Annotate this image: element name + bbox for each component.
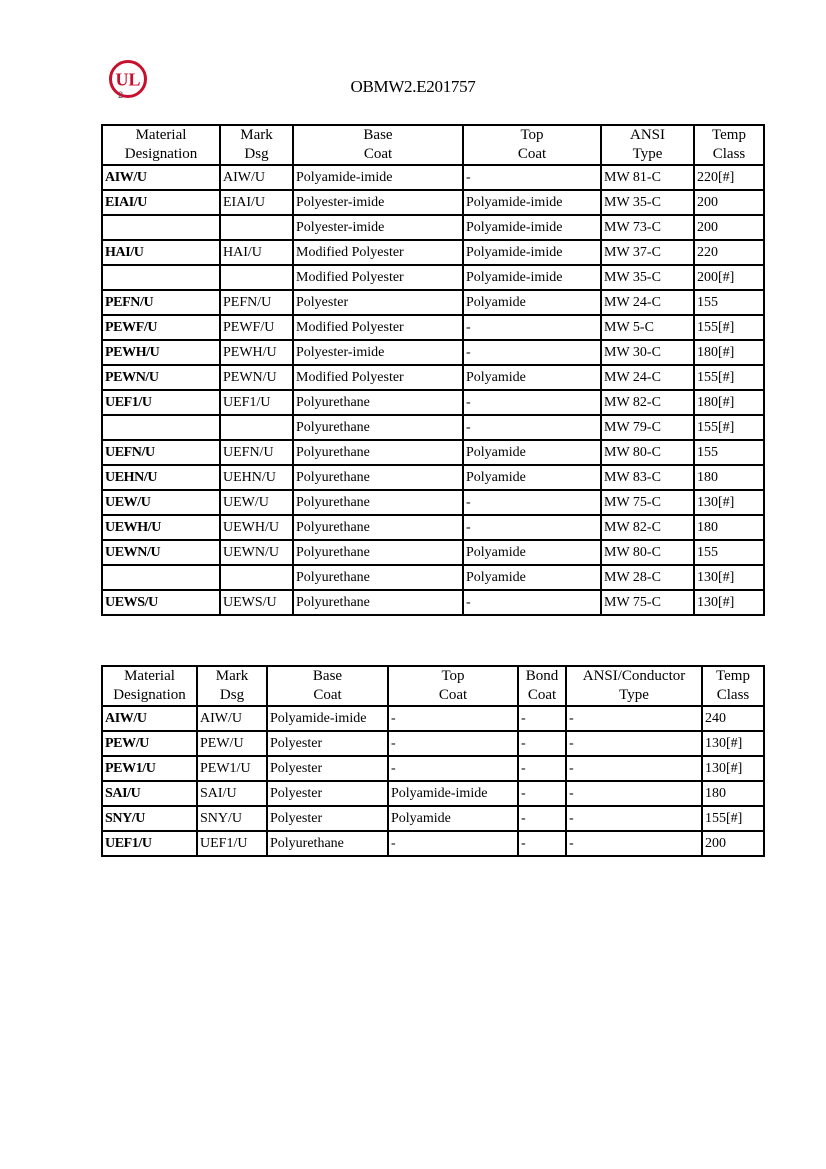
cell-top-coat: - (463, 590, 601, 615)
cell-material-designation: UEW/U (102, 490, 220, 515)
cell-temp-class: 130[#] (694, 490, 764, 515)
table-row (102, 440, 764, 465)
header-line: Coat (527, 687, 557, 703)
header-temp-class (702, 666, 764, 706)
cell-ansi-conductor-type: - (566, 806, 702, 831)
cell-top-coat: Polyamide (463, 440, 601, 465)
cell-ansi-type: MW 82-C (601, 390, 694, 415)
cell-base-coat: Modified Polyester (293, 240, 463, 265)
header-line: Mark (240, 127, 273, 143)
cell-mark-dsg (220, 265, 293, 290)
cell-temp-class: 220 (694, 240, 764, 265)
cell-base-coat: Polyurethane (267, 831, 388, 856)
header-material-designation (102, 666, 197, 706)
cell-base-coat: Polyurethane (293, 390, 463, 415)
cell-top-coat: Polyamide-imide (463, 265, 601, 290)
cell-ansi-conductor-type: - (566, 731, 702, 756)
cell-top-coat: - (463, 415, 601, 440)
cell-ansi-conductor-type: - (566, 706, 702, 731)
cell-base-coat: Polyester-imide (293, 190, 463, 215)
table-row (102, 165, 764, 190)
cell-top-coat: - (463, 390, 601, 415)
header-mark-dsg (197, 666, 267, 706)
cell-temp-class: 200 (694, 215, 764, 240)
table-row (102, 290, 764, 315)
table-row (102, 515, 764, 540)
header-top-coat (388, 666, 518, 706)
table-row (102, 731, 764, 756)
header-line: Coat (313, 687, 342, 703)
cell-material-designation: PEWH/U (102, 340, 220, 365)
cell-mark-dsg: UEF1/U (197, 831, 267, 856)
cell-temp-class: 240 (702, 706, 764, 731)
cell-base-coat: Modified Polyester (293, 315, 463, 340)
header-line: Base (312, 668, 343, 684)
cell-temp-class: 155 (694, 290, 764, 315)
cell-mark-dsg: SNY/U (197, 806, 267, 831)
cell-ansi-type: MW 30-C (601, 340, 694, 365)
cell-temp-class: 155 (694, 440, 764, 465)
cell-temp-class: 130[#] (702, 731, 764, 756)
table-header-row (102, 125, 764, 165)
cell-bond-coat: - (518, 731, 566, 756)
cell-top-coat: - (388, 731, 518, 756)
cell-material-designation: SAI/U (102, 781, 197, 806)
cell-ansi-type: MW 35-C (601, 190, 694, 215)
cell-base-coat: Polyurethane (293, 415, 463, 440)
cell-mark-dsg: UEF1/U (220, 390, 293, 415)
table-row (102, 215, 764, 240)
cell-top-coat: - (388, 756, 518, 781)
cell-top-coat: Polyamide (388, 806, 518, 831)
table-row (102, 315, 764, 340)
cell-temp-class: 155[#] (694, 365, 764, 390)
cell-temp-class: 155[#] (702, 806, 764, 831)
cell-mark-dsg (220, 565, 293, 590)
cell-top-coat: Polyamide-imide (463, 190, 601, 215)
cell-top-coat: - (463, 315, 601, 340)
cell-temp-class: 130[#] (694, 590, 764, 615)
table-row (102, 390, 764, 415)
cell-material-designation: UEHN/U (102, 465, 220, 490)
table-row (102, 190, 764, 215)
cell-temp-class: 155 (694, 540, 764, 565)
header-line: Top (441, 668, 465, 684)
cell-bond-coat: - (518, 756, 566, 781)
cell-temp-class: 180[#] (694, 390, 764, 415)
material-table-1 (101, 124, 765, 616)
table-row (102, 806, 764, 831)
table-row (102, 706, 764, 731)
cell-mark-dsg: AIW/U (197, 706, 267, 731)
cell-temp-class: 180 (694, 515, 764, 540)
cell-top-coat: Polyamide-imide (463, 215, 601, 240)
cell-material-designation: PEW1/U (102, 756, 197, 781)
cell-material-designation: HAI/U (102, 240, 220, 265)
header-line: Coat (517, 146, 547, 162)
cell-mark-dsg: UEHN/U (220, 465, 293, 490)
cell-material-designation: PEFN/U (102, 290, 220, 315)
table-row (102, 831, 764, 856)
header-line: Type (632, 146, 663, 162)
cell-ansi-type: MW 5-C (601, 315, 694, 340)
cell-base-coat: Polyamide-imide (293, 165, 463, 190)
header-line: Material (135, 127, 187, 143)
cell-top-coat: Polyamide (463, 540, 601, 565)
cell-base-coat: Polyurethane (293, 565, 463, 590)
header-line: Top (520, 127, 544, 143)
cell-base-coat: Polyester (267, 806, 388, 831)
cell-mark-dsg: PEFN/U (220, 290, 293, 315)
cell-ansi-conductor-type: - (566, 831, 702, 856)
cell-temp-class: 180[#] (694, 340, 764, 365)
cell-mark-dsg: UEW/U (220, 490, 293, 515)
material-table-2 (101, 665, 765, 857)
cell-ansi-type: MW 79-C (601, 415, 694, 440)
table-row (102, 365, 764, 390)
header-ansi-conductor-type (566, 666, 702, 706)
header-mark-dsg (220, 125, 293, 165)
table-row (102, 490, 764, 515)
cell-material-designation (102, 265, 220, 290)
cell-top-coat: - (463, 490, 601, 515)
cell-base-coat: Polyurethane (293, 465, 463, 490)
header-line: ANSI (629, 127, 665, 143)
header-line: Designation (113, 687, 186, 703)
table-row (102, 265, 764, 290)
cell-mark-dsg: PEW/U (197, 731, 267, 756)
logo-text: UL (115, 69, 141, 90)
cell-ansi-type: MW 37-C (601, 240, 694, 265)
table-row (102, 415, 764, 440)
cell-base-coat: Polyurethane (293, 590, 463, 615)
cell-material-designation: EIAI/U (102, 190, 220, 215)
table-header-row (102, 666, 764, 706)
cell-material-designation: UEWN/U (102, 540, 220, 565)
header-line: Class (716, 687, 750, 703)
cell-material-designation (102, 565, 220, 590)
header-line: Class (712, 146, 746, 162)
cell-top-coat: Polyamide (463, 290, 601, 315)
table-row (102, 781, 764, 806)
cell-ansi-conductor-type: - (566, 756, 702, 781)
table-row (102, 240, 764, 265)
cell-material-designation: SNY/U (102, 806, 197, 831)
cell-material-designation: PEWF/U (102, 315, 220, 340)
header-line: Coat (438, 687, 468, 703)
cell-bond-coat: - (518, 806, 566, 831)
cell-material-designation: UEFN/U (102, 440, 220, 465)
table-row (102, 756, 764, 781)
cell-material-designation: UEF1/U (102, 831, 197, 856)
cell-top-coat: - (463, 165, 601, 190)
cell-top-coat: Polyamide-imide (388, 781, 518, 806)
cell-mark-dsg: PEWN/U (220, 365, 293, 390)
cell-temp-class: 200[#] (694, 265, 764, 290)
cell-temp-class: 130[#] (694, 565, 764, 590)
header-temp-class (694, 125, 764, 165)
cell-top-coat: - (463, 515, 601, 540)
cell-top-coat: Polyamide-imide (463, 240, 601, 265)
header-line: Dsg (219, 687, 245, 703)
cell-temp-class: 180 (702, 781, 764, 806)
cell-mark-dsg: UEWN/U (220, 540, 293, 565)
cell-ansi-type: MW 24-C (601, 290, 694, 315)
cell-temp-class: 155[#] (694, 315, 764, 340)
cell-material-designation: PEW/U (102, 731, 197, 756)
cell-ansi-type: MW 81-C (601, 165, 694, 190)
header-line: Material (124, 668, 175, 684)
logo-subscript: 2 (118, 90, 124, 100)
document-title: OBMW2.E201757 (350, 77, 476, 96)
cell-material-designation: AIW/U (102, 706, 197, 731)
header-line: Base (363, 127, 393, 143)
header-line: Type (619, 687, 649, 703)
cell-material-designation: UEWH/U (102, 515, 220, 540)
header-line: Bond (525, 668, 559, 684)
cell-top-coat: Polyamide (463, 565, 601, 590)
cell-mark-dsg: EIAI/U (220, 190, 293, 215)
cell-base-coat: Polyurethane (293, 540, 463, 565)
cell-material-designation: PEWN/U (102, 365, 220, 390)
cell-temp-class: 200 (702, 831, 764, 856)
cell-ansi-type: MW 80-C (601, 540, 694, 565)
cell-ansi-type: MW 28-C (601, 565, 694, 590)
cell-base-coat: Polyester (293, 290, 463, 315)
cell-base-coat: Polyester (267, 756, 388, 781)
cell-temp-class: 220[#] (694, 165, 764, 190)
header-base-coat (293, 125, 463, 165)
cell-mark-dsg (220, 415, 293, 440)
cell-mark-dsg: UEFN/U (220, 440, 293, 465)
cell-material-designation: UEF1/U (102, 390, 220, 415)
cell-mark-dsg (220, 215, 293, 240)
cell-ansi-type: MW 24-C (601, 365, 694, 390)
table-row (102, 340, 764, 365)
header-line: Designation (124, 146, 198, 162)
header-bond-coat (518, 666, 566, 706)
cell-mark-dsg: PEW1/U (197, 756, 267, 781)
table-row (102, 540, 764, 565)
cell-base-coat: Polyurethane (293, 440, 463, 465)
cell-base-coat: Polyester (267, 731, 388, 756)
cell-top-coat: - (388, 706, 518, 731)
cell-base-coat: Polyurethane (293, 515, 463, 540)
cell-base-coat: Modified Polyester (293, 365, 463, 390)
cell-material-designation: AIW/U (102, 165, 220, 190)
cell-bond-coat: - (518, 831, 566, 856)
cell-mark-dsg: UEWH/U (220, 515, 293, 540)
cell-temp-class: 180 (694, 465, 764, 490)
table-row (102, 590, 764, 615)
cell-ansi-type: MW 73-C (601, 215, 694, 240)
cell-ansi-type: MW 82-C (601, 515, 694, 540)
cell-top-coat: Polyamide (463, 365, 601, 390)
table-row (102, 465, 764, 490)
cell-bond-coat: - (518, 781, 566, 806)
cell-base-coat: Polyester (267, 781, 388, 806)
table-row (102, 565, 764, 590)
header-line: Coat (363, 146, 393, 162)
cell-temp-class: 200 (694, 190, 764, 215)
cell-mark-dsg: SAI/U (197, 781, 267, 806)
header-line: Temp (712, 127, 746, 143)
header-ansi-type (601, 125, 694, 165)
cell-bond-coat: - (518, 706, 566, 731)
cell-ansi-type: MW 35-C (601, 265, 694, 290)
header-base-coat (267, 666, 388, 706)
cell-mark-dsg: PEWF/U (220, 315, 293, 340)
header-line: Dsg (244, 146, 269, 162)
cell-base-coat: Polyester-imide (293, 215, 463, 240)
cell-mark-dsg: HAI/U (220, 240, 293, 265)
cell-ansi-type: MW 83-C (601, 465, 694, 490)
cell-material-designation: UEWS/U (102, 590, 220, 615)
cell-temp-class: 155[#] (694, 415, 764, 440)
cell-base-coat: Modified Polyester (293, 265, 463, 290)
cell-ansi-type: MW 75-C (601, 490, 694, 515)
cell-ansi-type: MW 75-C (601, 590, 694, 615)
header-line: Mark (215, 668, 249, 684)
cell-material-designation (102, 215, 220, 240)
header-material-designation (102, 125, 220, 165)
cell-ansi-conductor-type: - (566, 781, 702, 806)
cell-top-coat: - (463, 340, 601, 365)
cell-base-coat: Polyurethane (293, 490, 463, 515)
header-top-coat (463, 125, 601, 165)
cell-top-coat: Polyamide (463, 465, 601, 490)
cell-base-coat: Polyester-imide (293, 340, 463, 365)
header-line: Temp (716, 668, 750, 684)
cell-ansi-type: MW 80-C (601, 440, 694, 465)
cell-mark-dsg: AIW/U (220, 165, 293, 190)
cell-base-coat: Polyamide-imide (267, 706, 388, 731)
header-line: ANSI/Conductor (582, 668, 686, 684)
cell-material-designation (102, 415, 220, 440)
cell-temp-class: 130[#] (702, 756, 764, 781)
cell-top-coat: - (388, 831, 518, 856)
cell-mark-dsg: PEWH/U (220, 340, 293, 365)
cell-mark-dsg: UEWS/U (220, 590, 293, 615)
